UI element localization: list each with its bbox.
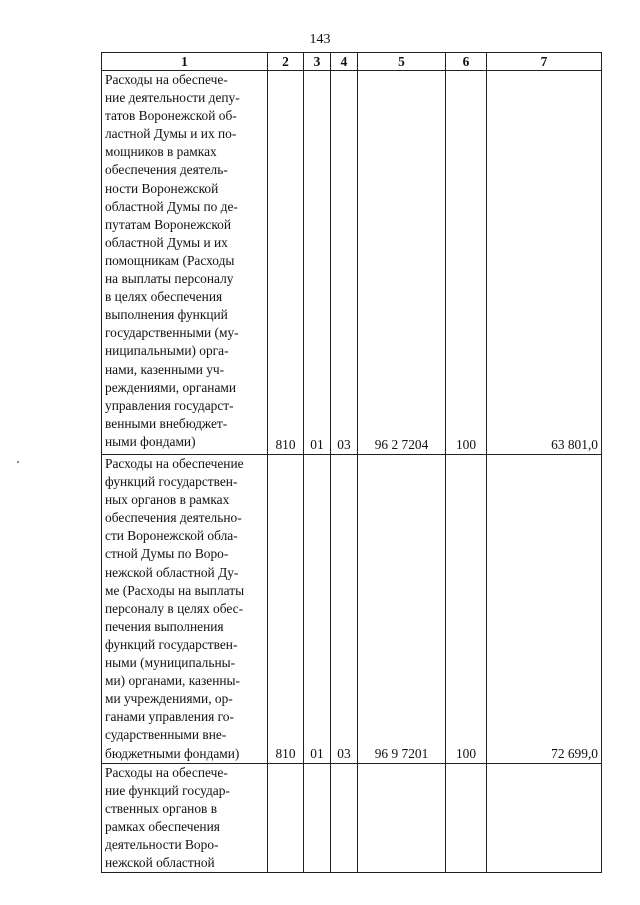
column-header: 3 — [304, 53, 331, 71]
row-code-3: 01 — [304, 455, 331, 764]
row-code-6 — [446, 763, 487, 873]
row-code-5: 96 2 7204 — [358, 71, 446, 455]
column-header: 2 — [268, 53, 304, 71]
column-header: 4 — [331, 53, 358, 71]
row-code-2: 810 — [268, 71, 304, 455]
row-code-4: 03 — [331, 455, 358, 764]
row-code-4 — [331, 763, 358, 873]
column-header: 6 — [446, 53, 487, 71]
row-code-6: 100 — [446, 71, 487, 455]
row-description: Расходы на обеспечение функций государствен- ных органов в рамках обеспечения деятельно- сти Воронежской обла- стной Думы по Воро- нежской областной Ду- ме (Расходы на выплаты персоналу в целях обес- печения выполнения функций государствен- ными (муниципальны- ми) органами, казенны- ми учреждениями, ор- ганами управления го- сударственными вне- бюджетными фондами) — [102, 455, 268, 764]
row-code-3 — [304, 763, 331, 873]
column-header: 5 — [358, 53, 446, 71]
column-header: 1 — [102, 53, 268, 71]
row-code-2 — [268, 763, 304, 873]
row-code-5: 96 9 7201 — [358, 455, 446, 764]
page-number: 143 — [309, 32, 331, 47]
column-header: 7 — [487, 53, 602, 71]
budget-table — [101, 52, 602, 873]
header-row — [102, 53, 602, 71]
row-code-3: 01 — [304, 71, 331, 455]
row-amount — [487, 763, 602, 873]
row-description: Расходы на обеспече- ние функций государ- ственных органов в рамках обеспечения деятельности Воро- нежской областной — [102, 763, 268, 873]
table-row — [102, 763, 602, 873]
table-row — [102, 455, 602, 764]
table-row — [102, 71, 602, 455]
row-code-4: 03 — [331, 71, 358, 455]
row-amount: 72 699,0 — [487, 455, 602, 764]
row-code-6: 100 — [446, 455, 487, 764]
row-code-2: 810 — [268, 455, 304, 764]
scan-speck — [17, 461, 19, 463]
row-description: Расходы на обеспече- ние деятельности депу- татов Воронежской об- ластной Думы и их по- мощников в рамках обеспечения деятель- ности Воронежской областной Думы по де- путатам Воронежской областной Думы и их помощникам (Расходы на выплаты персоналу в целях обеспечения выполнения функций государственными (му- ниципальными) орга- нами, казенными уч- реждениями, органами управления государст- венными внебюджет- ными фондами) — [102, 71, 268, 455]
row-code-5 — [358, 763, 446, 873]
row-amount: 63 801,0 — [487, 71, 602, 455]
